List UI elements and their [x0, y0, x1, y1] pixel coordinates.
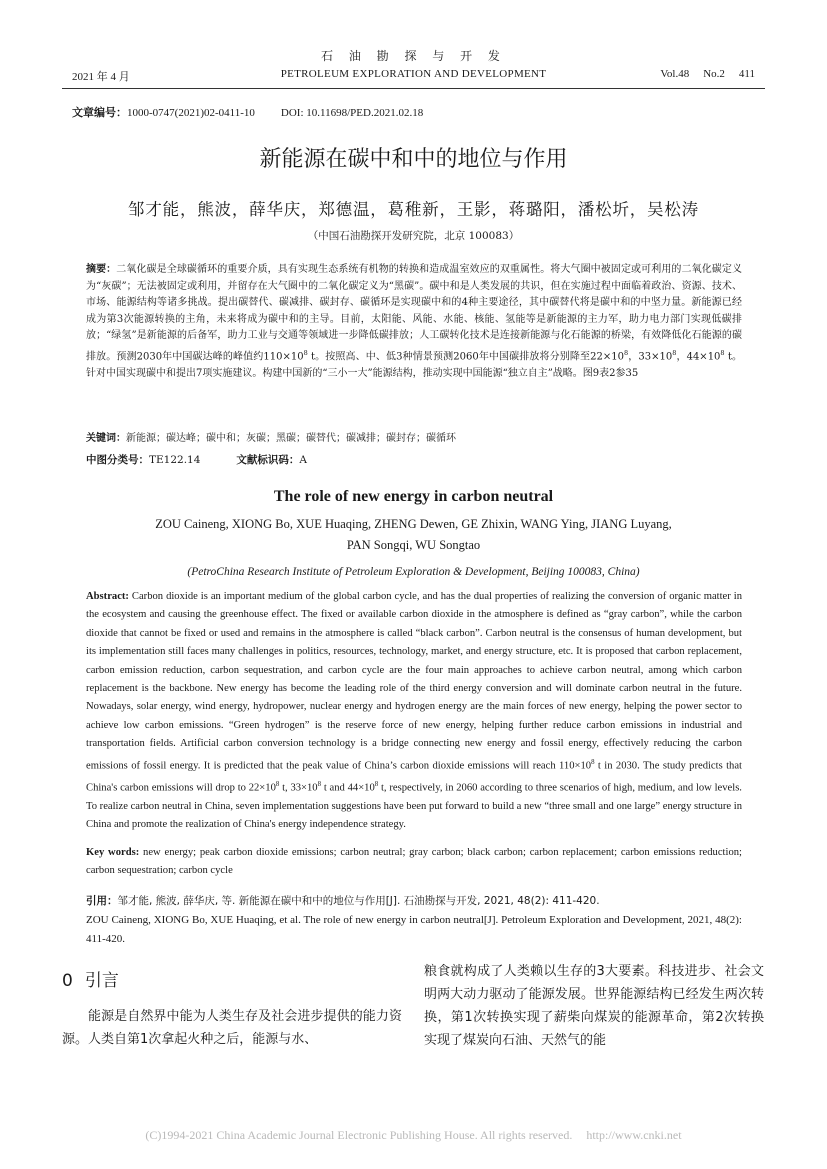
- authors-cn: 邹才能，熊波，薛华庆，郑德温，葛稚新，王影，蒋璐阳，潘松圻，吴松涛: [128, 200, 699, 219]
- body-paragraph: 粮食就构成了人类赖以生存的3大要素。科技进步、社会文明两大动力驱动了能源发展。世界能源结构已经发生两次转换，第1次转换实现了薪柴向煤炭的能源革命，第2次转换实现了煤炭向石油、天然气的能: [424, 964, 764, 1048]
- citation-cn: 引用：邹才能, 熊波, 薛华庆, 等. 新能源在碳中和中的地位与作用[J]. 石油勘探与开发, 2021, 48(2): 411-420.: [86, 895, 600, 907]
- doc-code-label: 文献标识码：: [236, 454, 300, 466]
- article-id-line: [72, 104, 423, 120]
- section-heading: [62, 966, 119, 991]
- authors-en: ZOU Caineng, XIONG Bo, XUE Huaqing, ZHENG Dewen, GE Zhixin, WANG Ying, JIANG Luyang, PAN Songqi, WU Songtao: [155, 517, 672, 552]
- abstract-en-label: Abstract:: [86, 591, 129, 602]
- journal-name-cn: 石 油 勘 探 与 开 发: [321, 49, 506, 63]
- section-title: 引言: [84, 971, 119, 991]
- keywords-cn-label: 关键词：: [86, 433, 126, 444]
- keywords-en-text: new energy; peak carbon dioxide emissions; carbon neutral; gray carbon; black carbon; carbon replacement; carbon emissions reduction; carbon sequestration; carbon cycle: [86, 847, 742, 877]
- volume: Vol.48: [660, 68, 690, 80]
- issue-number: No.2: [703, 68, 725, 80]
- doc-code-value: A: [299, 454, 308, 466]
- body-paragraph: 能源是自然界中能为人类生存及社会进步提供的能力资源。人类自第1次拿起火种之后，能源与水、: [62, 1009, 402, 1047]
- citation-en: ZOU Caineng, XIONG Bo, XUE Huaqing, et al. The role of new energy in carbon neutral[J]. Petroleum Exploration and Development, 2021, 48(2): 411-420.: [86, 914, 742, 945]
- keywords-cn-text: 新能源；碳达峰；碳中和；灰碳；黑碳；碳替代；碳减排；碳封存；碳循环: [126, 433, 456, 444]
- journal-name-en: PETROLEUM EXPLORATION AND DEVELOPMENT: [280, 68, 547, 80]
- article-id: 1000-0747(2021)02-0411-10: [127, 107, 255, 119]
- title-en: The role of new energy in carbon neutral: [273, 488, 554, 505]
- cnki-url[interactable]: http://www.cnki.net: [586, 1128, 682, 1142]
- abstract-cn-label: 摘要：: [86, 264, 117, 275]
- citation-label: 引用：: [86, 895, 118, 907]
- clc-value: TE122.14: [149, 454, 201, 466]
- affiliation-cn: （中国石油勘探开发研究院，北京 100083）: [307, 230, 520, 242]
- affiliation-en: (PetroChina Research Institute of Petroleum Exploration & Development, Beijing 100083, China): [187, 566, 640, 578]
- keywords-en-label: Key words:: [86, 847, 140, 858]
- article-id-label: 文章编号：: [72, 107, 127, 119]
- header-rule: [62, 88, 765, 89]
- copyright-text: (C)1994-2021 China Academic Journal Electronic Publishing House. All rights reserved.: [145, 1128, 573, 1142]
- doi[interactable]: DOI: 10.11698/PED.2021.02.18: [280, 107, 424, 119]
- citation-block: [86, 892, 742, 949]
- clc-label: 中图分类号：: [86, 454, 149, 466]
- keywords-en: [86, 844, 742, 881]
- volume-info: [646, 68, 755, 80]
- title-cn: 新能源在碳中和中的地位与作用: [259, 147, 568, 172]
- body-column-right: [424, 960, 764, 1052]
- issue-date: 2021 年 4 月: [72, 71, 130, 83]
- body-column-left: [62, 1005, 402, 1051]
- footer-watermark: [0, 1128, 827, 1143]
- abstract-en: Abstract: Carbon dioxide is an important medium of the global carbon cycle, and has the dual properties of realizing the conversion of organic matter in the ecosystem and causing the greenhouse effect. The fixed or available carbon dioxide in the atmosphere is defined as “gray carbon”, while the carbon dioxide that cannot be fixed or used and remains in the atmosphere is called “black carbon”. Carbon neutral is the consensus of human development, but its implementation still faces many challenges in politics, resources, technology, market, and energy structure, etc. It is proposed that carbon replacement, carbon emission reduction, carbon sequestration, and carbon cycle are the four main approaches to achieve carbon neutral, among which carbon replacement is the backbone. New energy has become the leading role of the third energy conversion and will dominate carbon neutral in the future. Nowadays, solar energy, wind energy, hydropower, nuclear energy and hydrogen energy are the main forces of new energy, helping the power sector to achieve low carbon emissions. “Green hydrogen” is the reserve force of new energy, helping further reduce carbon emissions in industrial and transportation fields. Artificial carbon conversion technology is a bridge connecting new energy and fossil energy, effectively reducing the carbon emissions of fossil energy. It is predicted that the peak value of China’s carbon dioxide emissions will reach $110\times 10^8$ t in 2030. The study predicts that China's carbon emissions will drop to $22\times 10^8$ t, $33\times 10^8$ t and $44\times 10^8$ t, respectively, in 2060 according to three scenarios of high, medium, and low levels. To realize carbon neutral in China, seven implementation suggestions have been put forward to build a new “three small and one large” energy structure in China and promote the realization of China's energy independence strategy.: [86, 591, 742, 830]
- abstract-cn: 摘要：二氧化碳是全球碳循环的重要介质，具有实现生态系统有机物的转换和造成温室效应的双重属性。将大气圈中被固定或可利用的二氧化碳定义为“灰碳”；无法被固定或利用，并留存在大气圈中的二氧化碳定义为“黑碳”。碳中和是人类发展的共识，但在实施过程中面临着政治、资源、技术、市场、能源结构等诸多挑战。提出碳替代、碳减排、碳封存、碳循环是实现碳中和的4种主要途径，其中碳替代将是碳中和的中坚力量。新能源已经成为第3次能源转换的主角，未来将成为碳中和的主导。目前，太阳能、风能、水能、核能、氢能等是新能源的主力军，助力电力部门实现低碳排放；“绿氢”是新能源的后备军，助力工业与交通等领域进一步降低碳排放；人工碳转化技术是连接新能源与化石能源的桥梁，有效降低化石能源的碳排放。预测2030年中国碳达峰的峰值约$110\times 10^8$ t。按照高、中、低3种情景预测2060年中国碳排放将分别降至$22\times 10^8$，$33\times 10^8$，$44\times 10^8$ t。针对中国实现碳中和提出7项实施建议。构建中国新的“三小一大”能源结构，推动实现中国能源“独立自主”战略。图9表2参35: [86, 264, 743, 379]
- keywords-cn: [86, 429, 742, 444]
- classification-line: [86, 452, 307, 467]
- page-number: 411: [738, 68, 755, 80]
- section-number: 0: [62, 971, 73, 991]
